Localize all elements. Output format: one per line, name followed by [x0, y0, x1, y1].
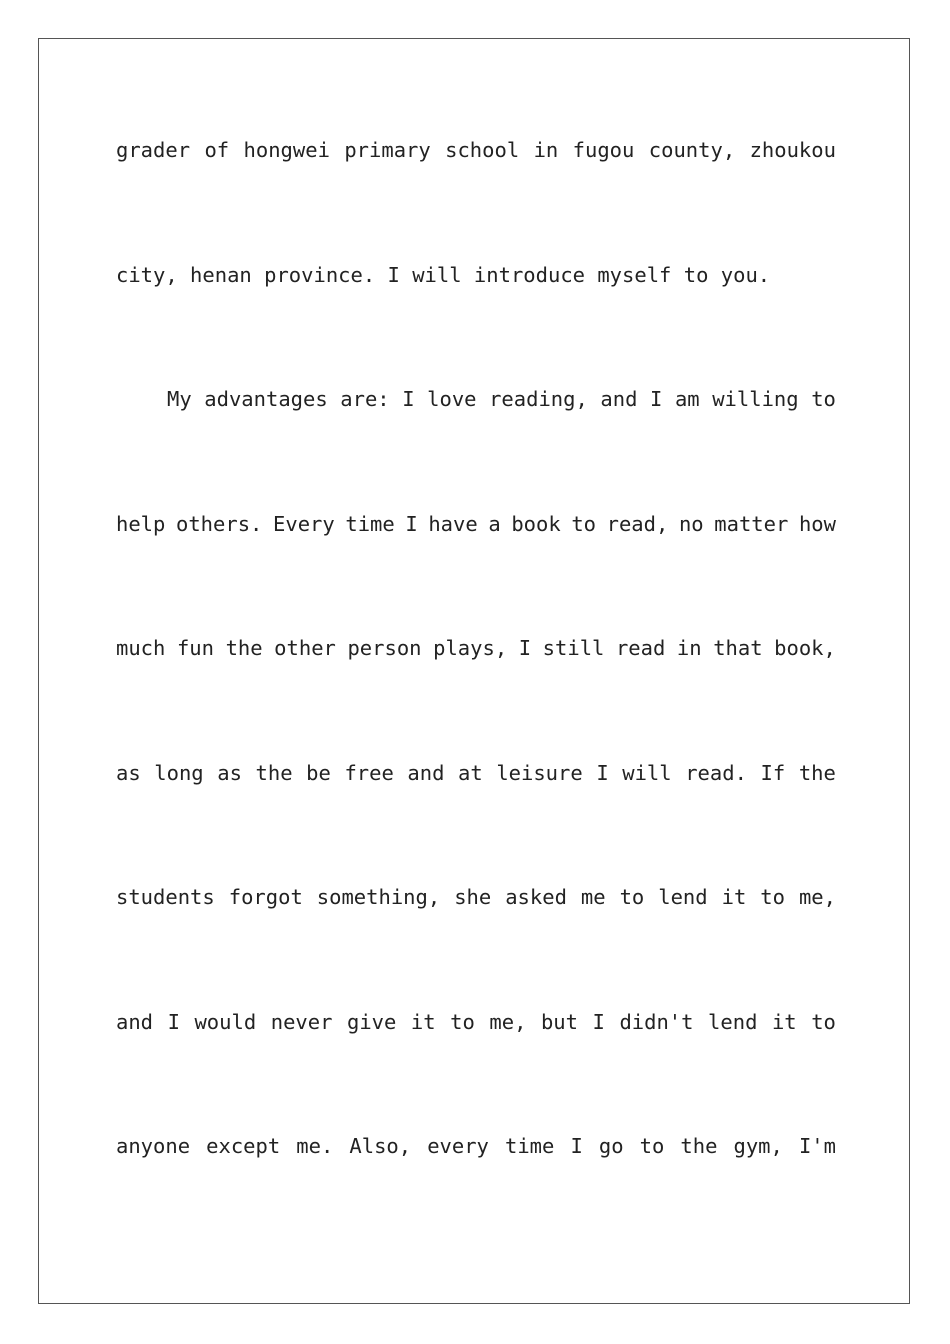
- text-word: never: [270, 1009, 333, 1034]
- text-word: the: [255, 760, 293, 785]
- text-word: read,: [606, 511, 669, 536]
- text-word: to: [811, 1009, 836, 1034]
- text-word: still: [542, 636, 605, 660]
- text-word: and: [116, 1009, 154, 1034]
- text-word: it: [410, 1009, 436, 1034]
- document-body: [116, 124, 836, 1245]
- text-word: I: [518, 636, 532, 660]
- text-line: [116, 1120, 836, 1245]
- text-word: except: [206, 1134, 281, 1158]
- text-word: Also,: [349, 1134, 412, 1158]
- text-word: forgot: [228, 885, 303, 909]
- text-line: [116, 747, 836, 872]
- text-word: give: [347, 1009, 397, 1034]
- text-word: go: [598, 1134, 624, 1158]
- text-word: she: [454, 885, 492, 909]
- text-word: it: [771, 1009, 797, 1034]
- text-word: hongwei: [243, 138, 330, 162]
- text-word: lend: [708, 1009, 758, 1034]
- text-word: grader: [116, 138, 191, 162]
- text-word: me.: [296, 1134, 334, 1158]
- text-word: me: [580, 885, 606, 909]
- text-word: I: [596, 760, 609, 785]
- text-word: I: [405, 511, 418, 536]
- text-word: and: [407, 760, 445, 785]
- text-word: at: [458, 760, 483, 785]
- text-word: I: [570, 1134, 583, 1158]
- text-word: to: [450, 1009, 475, 1034]
- text-line: [116, 498, 836, 623]
- text-line: [116, 124, 836, 249]
- text-word: primary: [344, 138, 431, 162]
- text-word: as: [116, 760, 141, 785]
- text-word: to: [760, 885, 785, 909]
- text-word: other: [274, 636, 336, 660]
- text-word: zhoukou: [749, 138, 836, 162]
- text-word: fun: [176, 636, 214, 660]
- text-word: person: [347, 636, 422, 660]
- text-word: I: [592, 1009, 605, 1034]
- text-word: leisure: [496, 760, 583, 785]
- text-word: no: [678, 511, 704, 536]
- text-word: help: [116, 511, 166, 536]
- text-word: love: [427, 387, 477, 411]
- text-word: free: [344, 760, 394, 785]
- text-line: [116, 373, 836, 498]
- text-word: I: [167, 1009, 180, 1034]
- text-word: me,: [489, 1009, 527, 1034]
- text-word: county,: [648, 138, 736, 162]
- text-word: be: [306, 760, 331, 785]
- text-word: If: [760, 760, 786, 785]
- text-word: fugou: [572, 138, 635, 162]
- text-word: reading,: [489, 387, 588, 411]
- text-word: the: [680, 1134, 718, 1158]
- text-word: much: [116, 636, 166, 660]
- text-word: school: [445, 138, 520, 162]
- text-word: read.: [685, 760, 747, 785]
- text-word: book,: [774, 636, 836, 660]
- text-word: to: [639, 1134, 665, 1158]
- text-word: others.: [176, 511, 263, 536]
- text-word: of: [204, 138, 230, 162]
- text-word: I'm: [798, 1134, 836, 1158]
- text-word: time: [345, 511, 395, 536]
- text-word: the: [798, 760, 836, 785]
- text-word: I: [650, 387, 663, 411]
- text-word: matter: [714, 511, 789, 536]
- text-word: time: [504, 1134, 555, 1158]
- text-word: to: [619, 885, 645, 909]
- text-word: a: [488, 511, 501, 536]
- text-word: book: [511, 511, 561, 536]
- text-word: advantages: [204, 387, 328, 411]
- text-line: [116, 622, 836, 747]
- text-word: as: [217, 760, 242, 785]
- text-word: will: [622, 760, 672, 785]
- text-word: but: [540, 1009, 578, 1034]
- text-word: My: [167, 387, 192, 411]
- text-word: didn't: [619, 1009, 694, 1034]
- text-word: it: [721, 885, 747, 909]
- text-word: to: [811, 387, 836, 411]
- text-word: the: [225, 636, 263, 660]
- text-word: plays,: [433, 636, 508, 660]
- text-word: anyone: [116, 1134, 191, 1158]
- text-word: would: [194, 1009, 257, 1034]
- text-word: every: [427, 1134, 489, 1158]
- text-word: how: [798, 511, 836, 536]
- text-line: [116, 871, 836, 996]
- text-word: and: [600, 387, 638, 411]
- text-word: gym,: [733, 1134, 783, 1158]
- text-word: asked: [505, 885, 567, 909]
- text-word: have: [428, 511, 478, 536]
- text-word: something,: [316, 885, 441, 909]
- text-word: to: [571, 511, 596, 536]
- text-word: students: [116, 885, 215, 909]
- text-word: willing: [712, 387, 799, 411]
- text-word: Every: [273, 511, 335, 536]
- text-line: [116, 996, 836, 1121]
- text-word: in: [533, 138, 559, 162]
- text-word: I: [402, 387, 415, 411]
- text-word: read: [615, 636, 666, 660]
- text-word: long: [154, 760, 204, 785]
- text-word: that: [713, 636, 763, 660]
- text-word: are:: [340, 387, 390, 411]
- text-word: am: [674, 387, 700, 411]
- text-word: lend: [658, 885, 708, 909]
- text-line: city, henan province. I will introduce myself to you.: [116, 262, 771, 287]
- text-word: in: [676, 636, 702, 660]
- text-word: me,: [798, 885, 836, 909]
